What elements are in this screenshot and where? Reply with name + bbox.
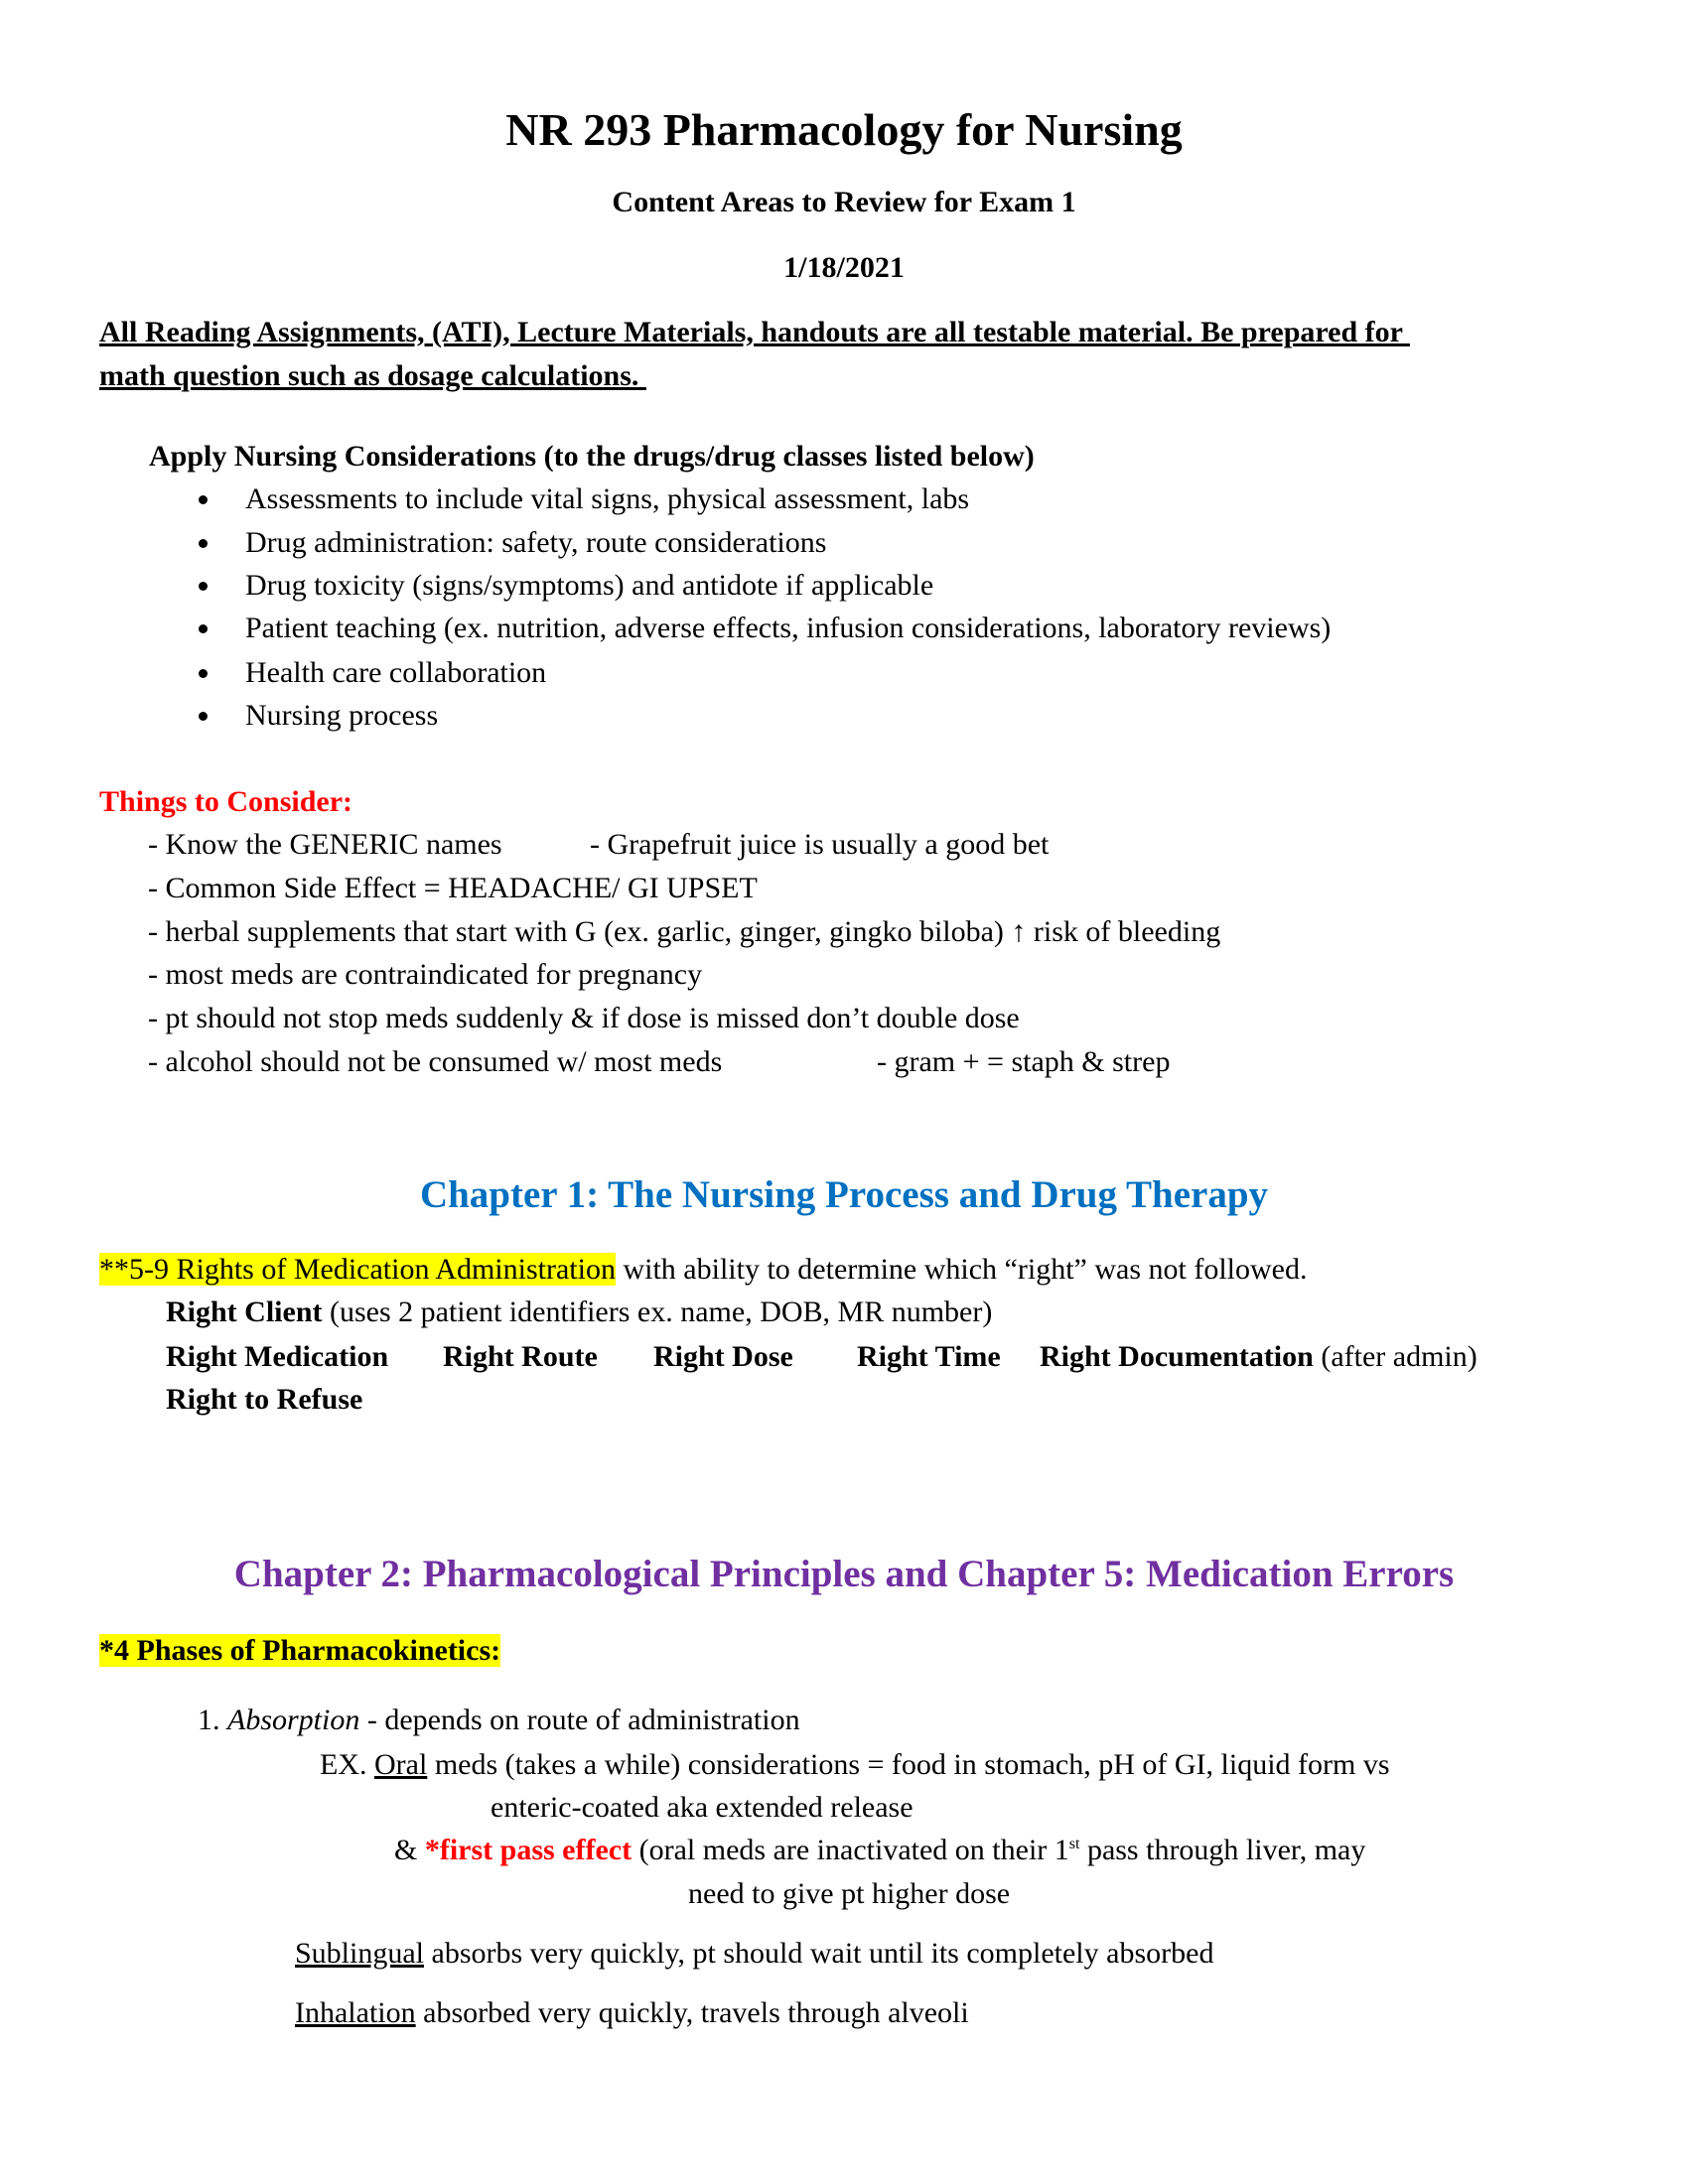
rights-rest: with ability to determine which “right” was not followed. [615,1253,1308,1286]
document-date: 1/18/2021 [783,251,905,284]
list-item: Drug administration: safety, route considerations [245,526,827,559]
inhalation-line [295,1993,969,2033]
inhalation-desc: absorbed very quickly, travels through alveoli [415,1996,969,2029]
absorption-desc: - depends on route of administration [359,1704,800,1736]
bullet-icon [199,582,208,591]
list-item: Health care collaboration [245,656,547,689]
chapter-1-heading: Chapter 1: The Nursing Process and Drug Therapy [419,1173,1269,1216]
right-client-line [166,1293,992,1332]
consider-heading: Things to Consider: [99,785,353,818]
chapter-2-heading: Chapter 2: Pharmacological Principles and Chapter 5: Medication Errors [233,1553,1455,1595]
first-pass-desc: (oral meds are inactivated on their 1 [632,1834,1069,1866]
list-item: Assessments to include vital signs, physical assessment, labs [245,482,970,515]
consider-item: - Know the GENERIC names [148,828,502,861]
superscript: st [1068,1836,1080,1852]
right-documentation: Right Documentation [1040,1340,1314,1373]
phases-heading [99,1631,500,1671]
bullet-icon [199,495,208,504]
document-subtitle: Content Areas to Review for Exam 1 [612,186,1076,218]
absorption-line [198,1701,800,1740]
right-client-note: (uses 2 patient identifiers ex. name, DOB, MR number) [322,1296,993,1328]
right-route: Right Route [443,1340,598,1373]
first-pass-cont: need to give pt higher dose [688,1877,1011,1910]
list-item: Patient teaching (ex. nutrition, adverse effects, infusion considerations, laboratory reviews) [245,612,1332,644]
ex-label: EX. [320,1748,374,1781]
sublingual-line [295,1934,1213,1974]
oral-desc: meds (takes a while) considerations = food in stomach, pH of GI, liquid form vs [427,1748,1390,1781]
bullet-icon [199,669,208,678]
consider-item: - Grapefruit juice is usually a good bet [590,828,1050,861]
oral-line [320,1745,1390,1785]
document-title: NR 293 Pharmacology for Nursing [505,104,1183,155]
consider-item: - Common Side Effect = HEADACHE/ GI UPSET [148,872,758,904]
right-time: Right Time [857,1340,1001,1373]
list-item: Drug toxicity (signs/symptoms) and antidote if applicable [245,569,934,602]
consider-item: - herbal supplements that start with G (ex. garlic, ginger, gingko biloba) ↑ risk of bleeding [148,915,1221,948]
right-medication: Right Medication [166,1340,389,1373]
right-dose: Right Dose [653,1340,793,1373]
notice-line-2: math question such as dosage calculations. [99,359,646,392]
sublingual-term: Sublingual [295,1937,425,1970]
first-pass-term: *first pass effect [424,1834,633,1866]
absorption-term: Absorption [227,1704,360,1736]
right-documentation-note: (after admin) [1313,1340,1477,1373]
amp: & [394,1834,425,1866]
right-documentation-line [1040,1337,1477,1377]
bullet-icon [199,539,208,548]
oral-cont: enteric-coated aka extended release [491,1791,914,1824]
first-pass-line [394,1831,1365,1870]
consider-item: - pt should not stop meds suddenly & if dose is missed don’t double dose [148,1002,1020,1034]
list-number: 1. [198,1704,227,1736]
consider-item: - most meds are contraindicated for pregnancy [148,958,703,991]
list-item: Nursing process [245,699,439,732]
sublingual-desc: absorbs very quickly, pt should wait until its completely absorbed [424,1937,1214,1970]
notice-line-1: All Reading Assignments, (ATI), Lecture Materials, handouts are all testable material. Be prepared for [99,316,1410,348]
first-pass-desc-2: pass through liver, may [1079,1834,1366,1866]
right-to-refuse: Right to Refuse [166,1383,363,1416]
bullet-icon [199,712,208,721]
consider-item: - alcohol should not be consumed w/ most meds [148,1045,723,1078]
bullet-icon [199,624,208,633]
consider-item: - gram + = staph & strep [877,1045,1171,1078]
phases-highlight: *4 Phases of Pharmacokinetics: [99,1634,501,1667]
right-client: Right Client [166,1296,323,1328]
nursing-heading: Apply Nursing Considerations (to the drugs/drug classes listed below) [149,440,1035,473]
inhalation-term: Inhalation [295,1996,416,2029]
rights-highlight: **5-9 Rights of Medication Administration [99,1253,616,1286]
oral-term: Oral [374,1748,428,1781]
rights-line [99,1250,1307,1290]
